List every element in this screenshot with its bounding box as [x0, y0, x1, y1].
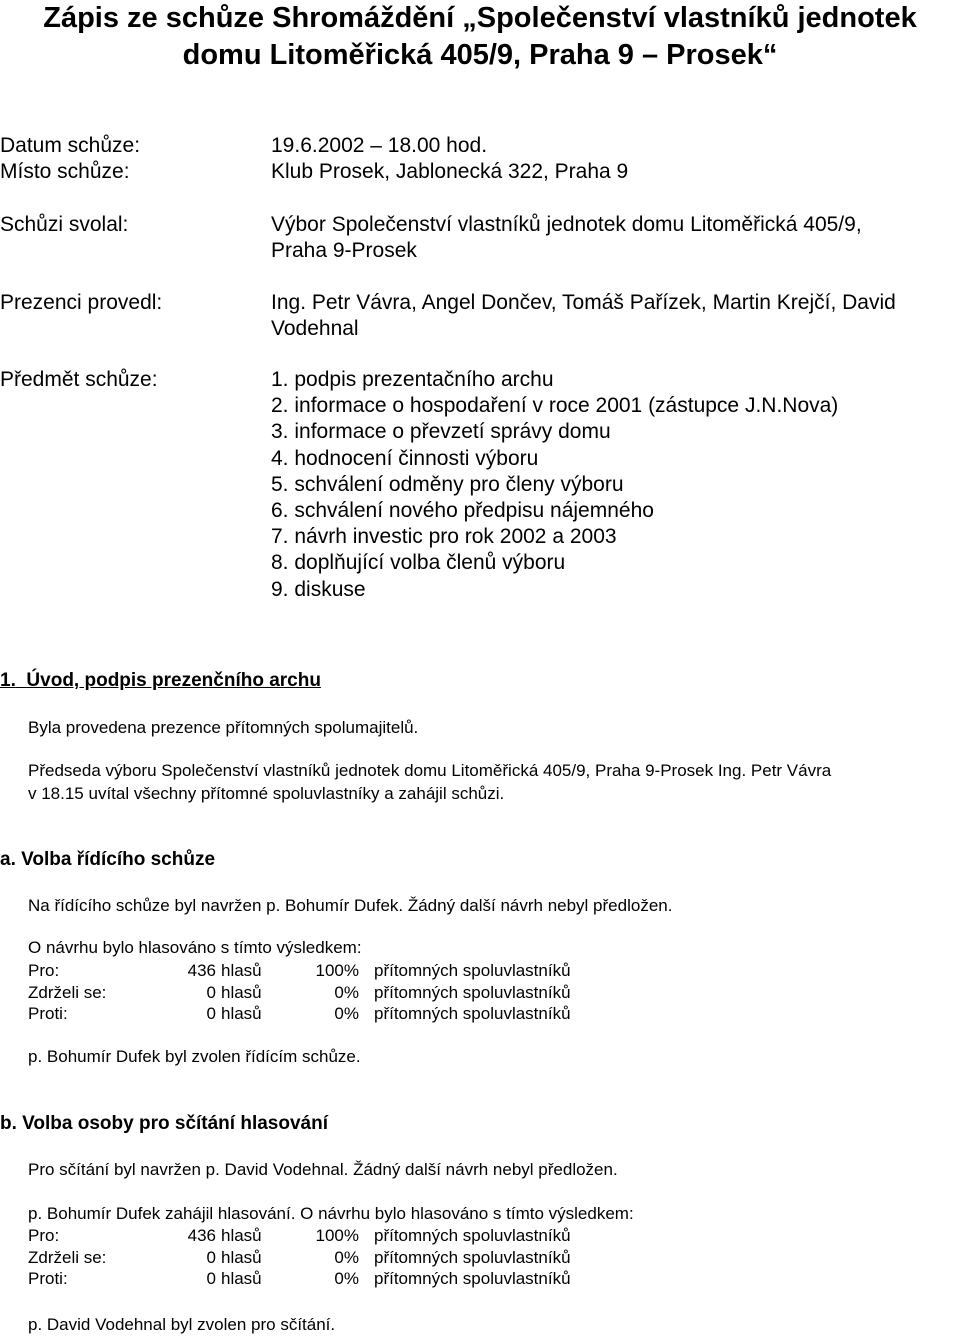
section-b-vote-intro: p. Bohumír Dufek zahájil hlasování. O návrhu bylo hlasováno s tímto výsledkem:	[28, 1204, 634, 1223]
section-1-title: Úvod, podpis prezenčního archu	[26, 670, 321, 691]
vote-description: přítomných spoluvlastníků	[374, 1004, 571, 1023]
vote-unit: hlasů	[221, 1004, 262, 1023]
document-title	[0, 0, 960, 74]
attendance-label: Prezenci provedl:	[0, 291, 163, 314]
vote-label: Zdrželi se:	[28, 982, 107, 1002]
vote-unit: hlasů	[221, 1226, 262, 1245]
agenda-item: 3. informace o převzetí správy domu	[271, 420, 611, 444]
vote-percent: 100%	[315, 1226, 359, 1245]
vote-description: přítomných spoluvlastníků	[374, 1247, 571, 1267]
vote-description: přítomných spoluvlastníků	[374, 961, 571, 980]
vote-row-for	[28, 1225, 571, 1247]
convened-value-line-2: Praha 9-Prosek	[271, 239, 417, 262]
subject-label: Předmět schůze:	[0, 368, 158, 391]
agenda-item: 1. podpis prezentačního archu	[271, 368, 554, 391]
vote-count: 0	[206, 1269, 216, 1288]
vote-percent: 0%	[334, 1247, 359, 1267]
title-line-2: domu Litoměřická 405/9, Praha 9 – Prosek“	[182, 39, 778, 71]
section-b-result: p. David Vodehnal byl zvolen pro sčítání.	[28, 1315, 336, 1334]
vote-row-for	[28, 960, 571, 982]
vote-percent: 0%	[334, 1269, 359, 1288]
section-1-number: 1.	[0, 670, 16, 691]
title-line-1: Zápis ze schůze Shromáždění „Společenství vlastníků jednotek	[43, 2, 917, 34]
section-b-paragraph: Pro sčítání byl navržen p. David Vodehnal. Žádný další návrh nebyl předložen.	[28, 1160, 618, 1179]
section-a-vote-intro: O návrhu bylo hlasováno s tímto výsledkem:	[28, 938, 362, 957]
vote-count: 0	[206, 982, 216, 1002]
agenda-item: 5. schválení odměny pro členy výboru	[271, 472, 624, 496]
vote-label: Pro:	[28, 961, 60, 980]
agenda-item: 9. diskuse	[271, 577, 366, 601]
vote-description: přítomných spoluvlastníků	[374, 982, 571, 1002]
vote-unit: hlasů	[221, 961, 262, 980]
section-1-paragraph-2-line-2: v 18.15 uvítal všechny přítomné spoluvlastníky a zahájil schůzi.	[28, 784, 505, 803]
attendance-value-line-2: Vodehnal	[271, 317, 359, 340]
section-b-vote-table	[28, 1225, 571, 1290]
agenda-item: 7. návrh investic pro rok 2002 a 2003	[271, 525, 617, 549]
vote-percent: 0%	[334, 982, 359, 1002]
convened-value-line-1: Výbor Společenství vlastníků jednotek domu Litoměřická 405/9,	[271, 213, 862, 236]
agenda-item: 8. doplňující volba členů výboru	[271, 551, 566, 575]
vote-description: přítomných spoluvlastníků	[374, 1226, 571, 1245]
vote-description: přítomných spoluvlastníků	[374, 1269, 571, 1288]
vote-label: Proti:	[28, 1004, 68, 1023]
date-label: Datum schůze:	[0, 134, 141, 157]
section-1-paragraph-2-line-1: Předseda výboru Společenství vlastníků jednotek domu Litoměřická 405/9, Praha 9-Prosek Ing. Petr Vávra	[28, 761, 832, 780]
vote-unit: hlasů	[221, 982, 262, 1002]
attendance-value-line-1: Ing. Petr Vávra, Angel Dončev, Tomáš Pařízek, Martin Krejčí, David	[271, 291, 896, 314]
vote-unit: hlasů	[221, 1269, 262, 1288]
vote-count: 436	[187, 961, 216, 980]
agenda-item: 2. informace o hospodaření v roce 2001 (zástupce J.N.Nova)	[271, 394, 839, 418]
section-1-heading	[0, 670, 321, 692]
vote-row-against	[28, 1268, 571, 1290]
section-1-paragraph-1: Byla provedena prezence přítomných spolumajitelů.	[28, 718, 419, 737]
section-a-heading: a. Volba řídícího schůze	[0, 849, 216, 870]
vote-percent: 100%	[315, 961, 359, 980]
convened-label: Schůzi svolal:	[0, 213, 129, 236]
vote-count: 0	[206, 1004, 216, 1023]
agenda-item: 4. hodnocení činnosti výboru	[271, 446, 539, 470]
vote-label: Zdrželi se:	[28, 1247, 107, 1267]
vote-row-abstain	[28, 1247, 571, 1269]
vote-count: 436	[187, 1226, 216, 1245]
agenda-list	[271, 367, 838, 603]
vote-row-against	[28, 1003, 571, 1025]
vote-label: Proti:	[28, 1269, 68, 1288]
section-a-vote-table	[28, 960, 571, 1025]
section-a-paragraph: Na řídícího schůze byl navržen p. Bohumír Dufek. Žádný další návrh nebyl předložen.	[28, 896, 673, 915]
place-value: Klub Prosek, Jablonecká 322, Praha 9	[271, 160, 629, 183]
vote-unit: hlasů	[221, 1247, 262, 1267]
section-a-result: p. Bohumír Dufek byl zvolen řídícím schůze.	[28, 1047, 361, 1066]
place-label: Místo schůze:	[0, 160, 130, 183]
section-b-heading: b. Volba osoby pro sčítání hlasování	[0, 1113, 328, 1134]
vote-label: Pro:	[28, 1226, 60, 1245]
vote-row-abstain	[28, 982, 571, 1004]
agenda-item: 6. schválení nového předpisu nájemného	[271, 499, 654, 523]
vote-count: 0	[206, 1247, 216, 1267]
vote-percent: 0%	[334, 1004, 359, 1023]
date-value: 19.6.2002 – 18.00 hod.	[271, 134, 488, 157]
